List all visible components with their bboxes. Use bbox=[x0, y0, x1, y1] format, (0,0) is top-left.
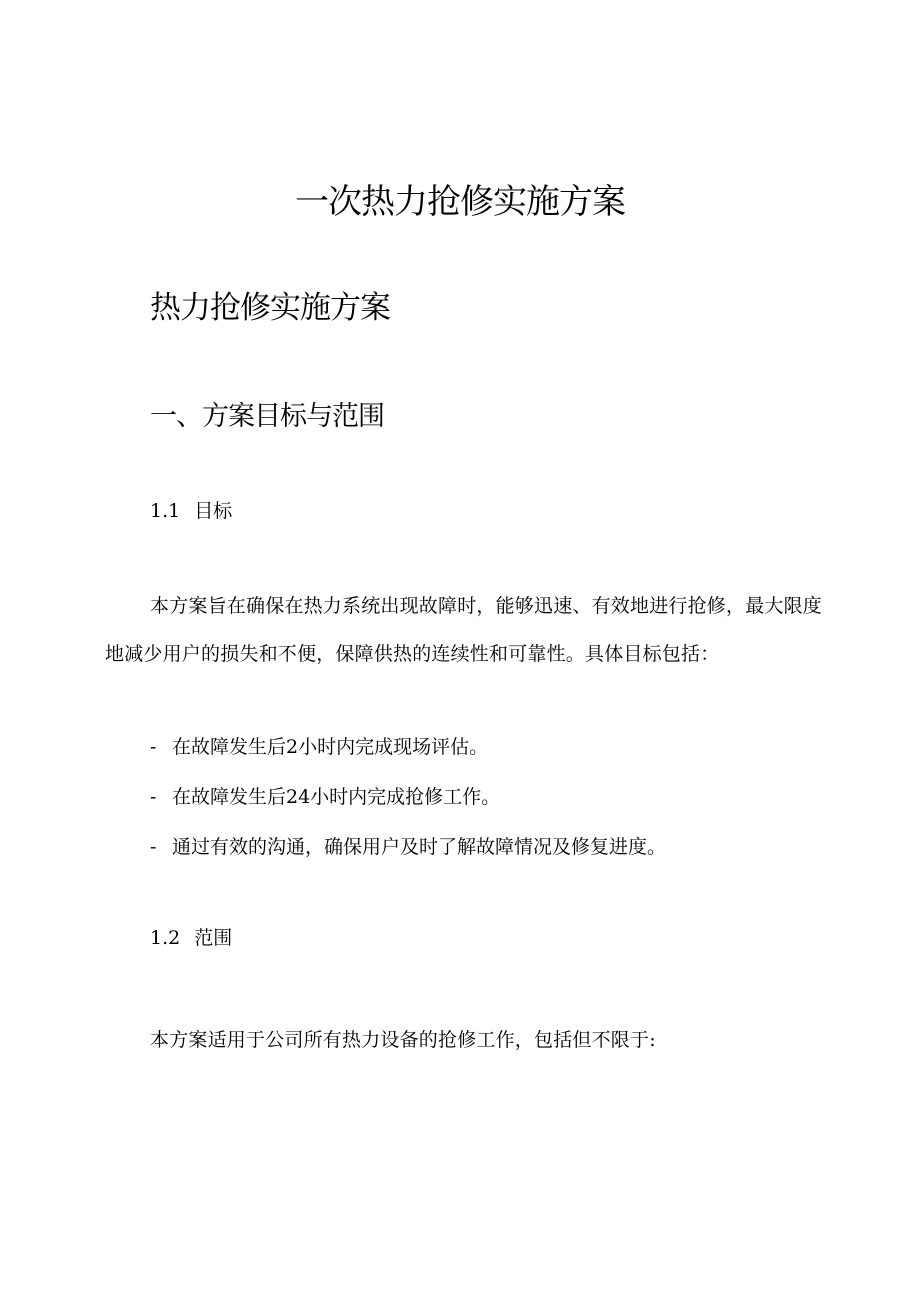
document-subtitle: 热力抢修实施方案 bbox=[150, 290, 390, 326]
list-item-text: 通过有效的沟通，确保用户及时了解故障情况及修复进度。 bbox=[172, 836, 667, 858]
goals-paragraph: 本方案旨在确保在热力系统出现故障时，能够迅速、有效地进行抢修，最大限度地减少用户的损失和不便，保障供热的连续性和可靠性。具体目标包括： bbox=[105, 595, 823, 665]
scope-paragraph: 本方案适用于公司所有热力设备的抢修工作，包括但不限于: bbox=[150, 1029, 656, 1051]
subsection-number: 1.2 bbox=[150, 927, 181, 949]
subsection-title: 范围 bbox=[194, 927, 233, 949]
subsection-heading-scope bbox=[150, 924, 232, 952]
list-dash: - bbox=[150, 836, 157, 858]
subsection-heading-goals bbox=[150, 497, 232, 525]
subsection-title: 目标 bbox=[194, 500, 233, 522]
list-item bbox=[150, 732, 666, 782]
list-item-text: 在故障发生后2小时内完成现场评估。 bbox=[172, 736, 489, 758]
list-item-text: 在故障发生后24小时内完成抢修工作。 bbox=[172, 786, 501, 808]
list-dash: - bbox=[150, 786, 157, 808]
list-dash: - bbox=[150, 736, 157, 758]
list-item bbox=[150, 832, 666, 882]
section-heading: 一、方案目标与范围 bbox=[150, 401, 384, 432]
document-title: 一次热力抢修实施方案 bbox=[295, 182, 625, 222]
subsection-number: 1.1 bbox=[150, 500, 181, 522]
goals-list bbox=[150, 732, 666, 882]
list-item bbox=[150, 782, 666, 832]
